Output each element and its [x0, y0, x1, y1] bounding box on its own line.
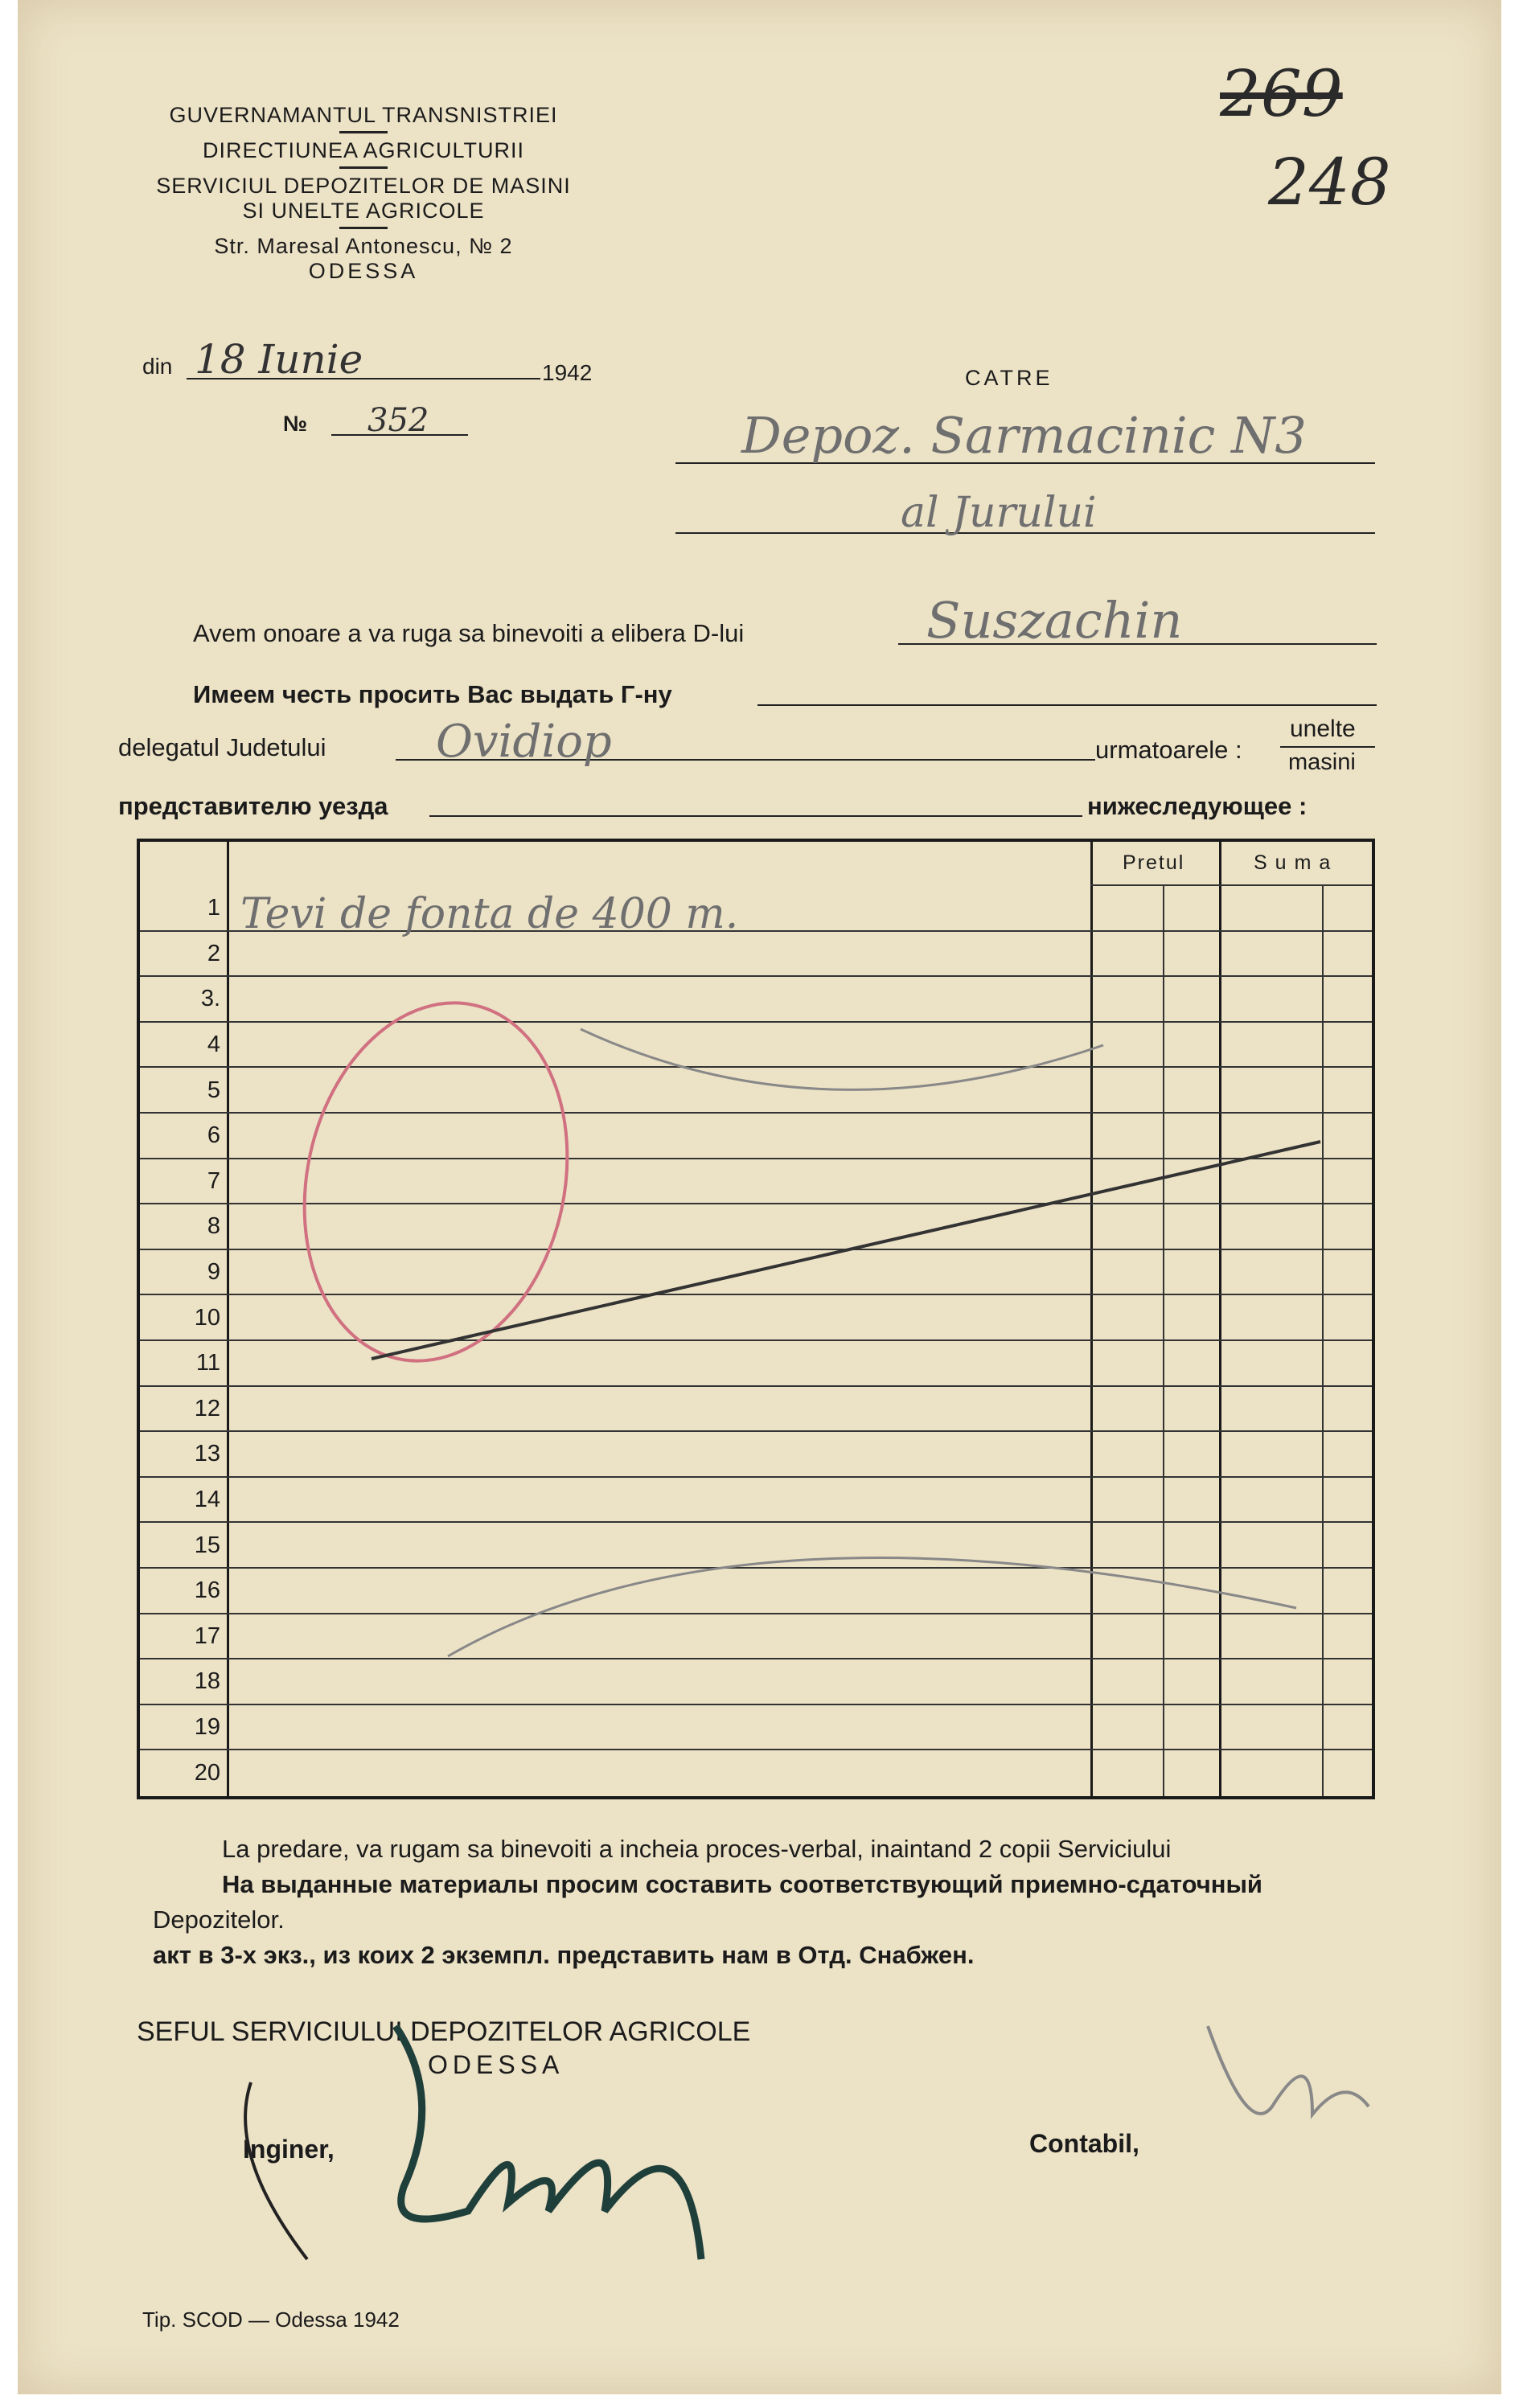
- footer-ro-1: La predare, va rugam sa binevoiti a incheia proces-verbal, inaintand 2 copii Serviciului: [222, 1835, 1172, 1863]
- engineer-label: Inginer,: [243, 2135, 335, 2164]
- pencil-arc-top: [581, 1029, 1103, 1089]
- row-number: 12: [194, 1395, 220, 1421]
- following-ro: urmatoarele :: [1095, 736, 1242, 764]
- row-number: 2: [207, 940, 220, 966]
- row-number: 19: [194, 1714, 220, 1741]
- signatures: [203, 1994, 1409, 2283]
- diagonal-stroke: [372, 1142, 1320, 1359]
- fraction-bottom: masini: [1288, 749, 1356, 775]
- archive-number-new: 248: [1268, 145, 1391, 219]
- handwritten-county: Ovidiop: [436, 716, 612, 768]
- accountant-label: Contabil,: [1029, 2129, 1139, 2158]
- signature-bracket: [245, 2082, 307, 2259]
- request-ru: Имеем честь просить Вас выдать Г-ну: [193, 680, 672, 708]
- footer-ru-1: На выданные материалы просим составить соответствующий приемно-сдаточный: [222, 1870, 1262, 1898]
- row-number: 4: [207, 1032, 220, 1058]
- row-number: 10: [194, 1304, 220, 1331]
- header-line-4: SI UNELTE AGRICOLE: [242, 199, 485, 223]
- date-year: 1942: [542, 360, 593, 385]
- row-number: 14: [194, 1487, 220, 1513]
- accountant-signature: [1208, 2026, 1369, 2115]
- recipient-handwritten-1: Depoz. Sarmacinic N3: [741, 406, 1307, 465]
- handwritten-number: 352: [367, 402, 429, 439]
- row-number: 13: [194, 1441, 220, 1467]
- row-number: 16: [194, 1577, 220, 1604]
- row-number: 5: [207, 1077, 220, 1103]
- row-number: 11: [195, 1350, 220, 1376]
- recipient-handwritten-2: al Jurului: [901, 489, 1097, 537]
- engineer-signature: [396, 2026, 701, 2259]
- red-pencil-circle: [273, 978, 600, 1386]
- signatory-title: SEFUL SERVICIULUI DEPOZITELOR AGRICOLE: [137, 2016, 751, 2047]
- row-number: 15: [194, 1532, 220, 1558]
- header-city: ODESSA: [308, 259, 419, 283]
- row-number: 7: [207, 1167, 220, 1194]
- signatory-city: ODESSA: [428, 2050, 564, 2079]
- recipient-label: CATRE: [965, 366, 1053, 390]
- delegate-ru: представителю уезда: [118, 792, 388, 820]
- row-number: 17: [194, 1622, 220, 1649]
- handwritten-name: Suszachin: [926, 591, 1183, 650]
- row-number: 20: [194, 1759, 220, 1786]
- handwritten-date: 18 Iunie: [195, 336, 363, 383]
- row-number: 18: [194, 1668, 220, 1695]
- request-ro: Avem onoare a va ruga sa binevoiti a elibera D-lui: [193, 619, 745, 647]
- archive-number-old: 269: [1220, 56, 1343, 131]
- footer-ru-2: акт в 3-х экз., из коих 2 экземпл. представить нам в Отд. Снабжен.: [153, 1941, 975, 1969]
- handwritten-item: Tevi de fonta de 400 m.: [240, 890, 739, 938]
- footer-instructions: [153, 1832, 1383, 1973]
- pencil-arc-bottom: [448, 1558, 1296, 1657]
- col-header-price: Pretul: [1123, 851, 1185, 874]
- row-number: 3.: [200, 986, 220, 1012]
- number-label: №: [283, 412, 308, 436]
- row-number: 8: [207, 1213, 220, 1240]
- header-line-1: GUVERNAMANTUL TRANSNISTRIEI: [169, 103, 558, 127]
- delegate-ro: delegatul Judetului: [118, 733, 326, 761]
- header-line-2: DIRECTIUNEA AGRICULTURII: [202, 138, 525, 162]
- footer-ro-2: Depozitelor.: [153, 1905, 285, 1934]
- row-number: 9: [207, 1259, 220, 1286]
- document-sheet: [18, 0, 1501, 2394]
- row-number: 6: [207, 1122, 220, 1149]
- printer-imprint: Tip. SCOD — Odessa 1942: [142, 2307, 400, 2332]
- col-header-sum: Suma: [1254, 851, 1339, 874]
- fraction-top: unelte: [1290, 716, 1356, 742]
- header-line-3: SERVICIUL DEPOZITELOR DE MASINI: [156, 174, 571, 198]
- header-address: Str. Maresal Antonescu, № 2: [214, 234, 513, 258]
- following-ru: нижеследующее :: [1087, 792, 1308, 820]
- date-prefix: din: [142, 354, 173, 379]
- row-number: 1: [207, 895, 220, 921]
